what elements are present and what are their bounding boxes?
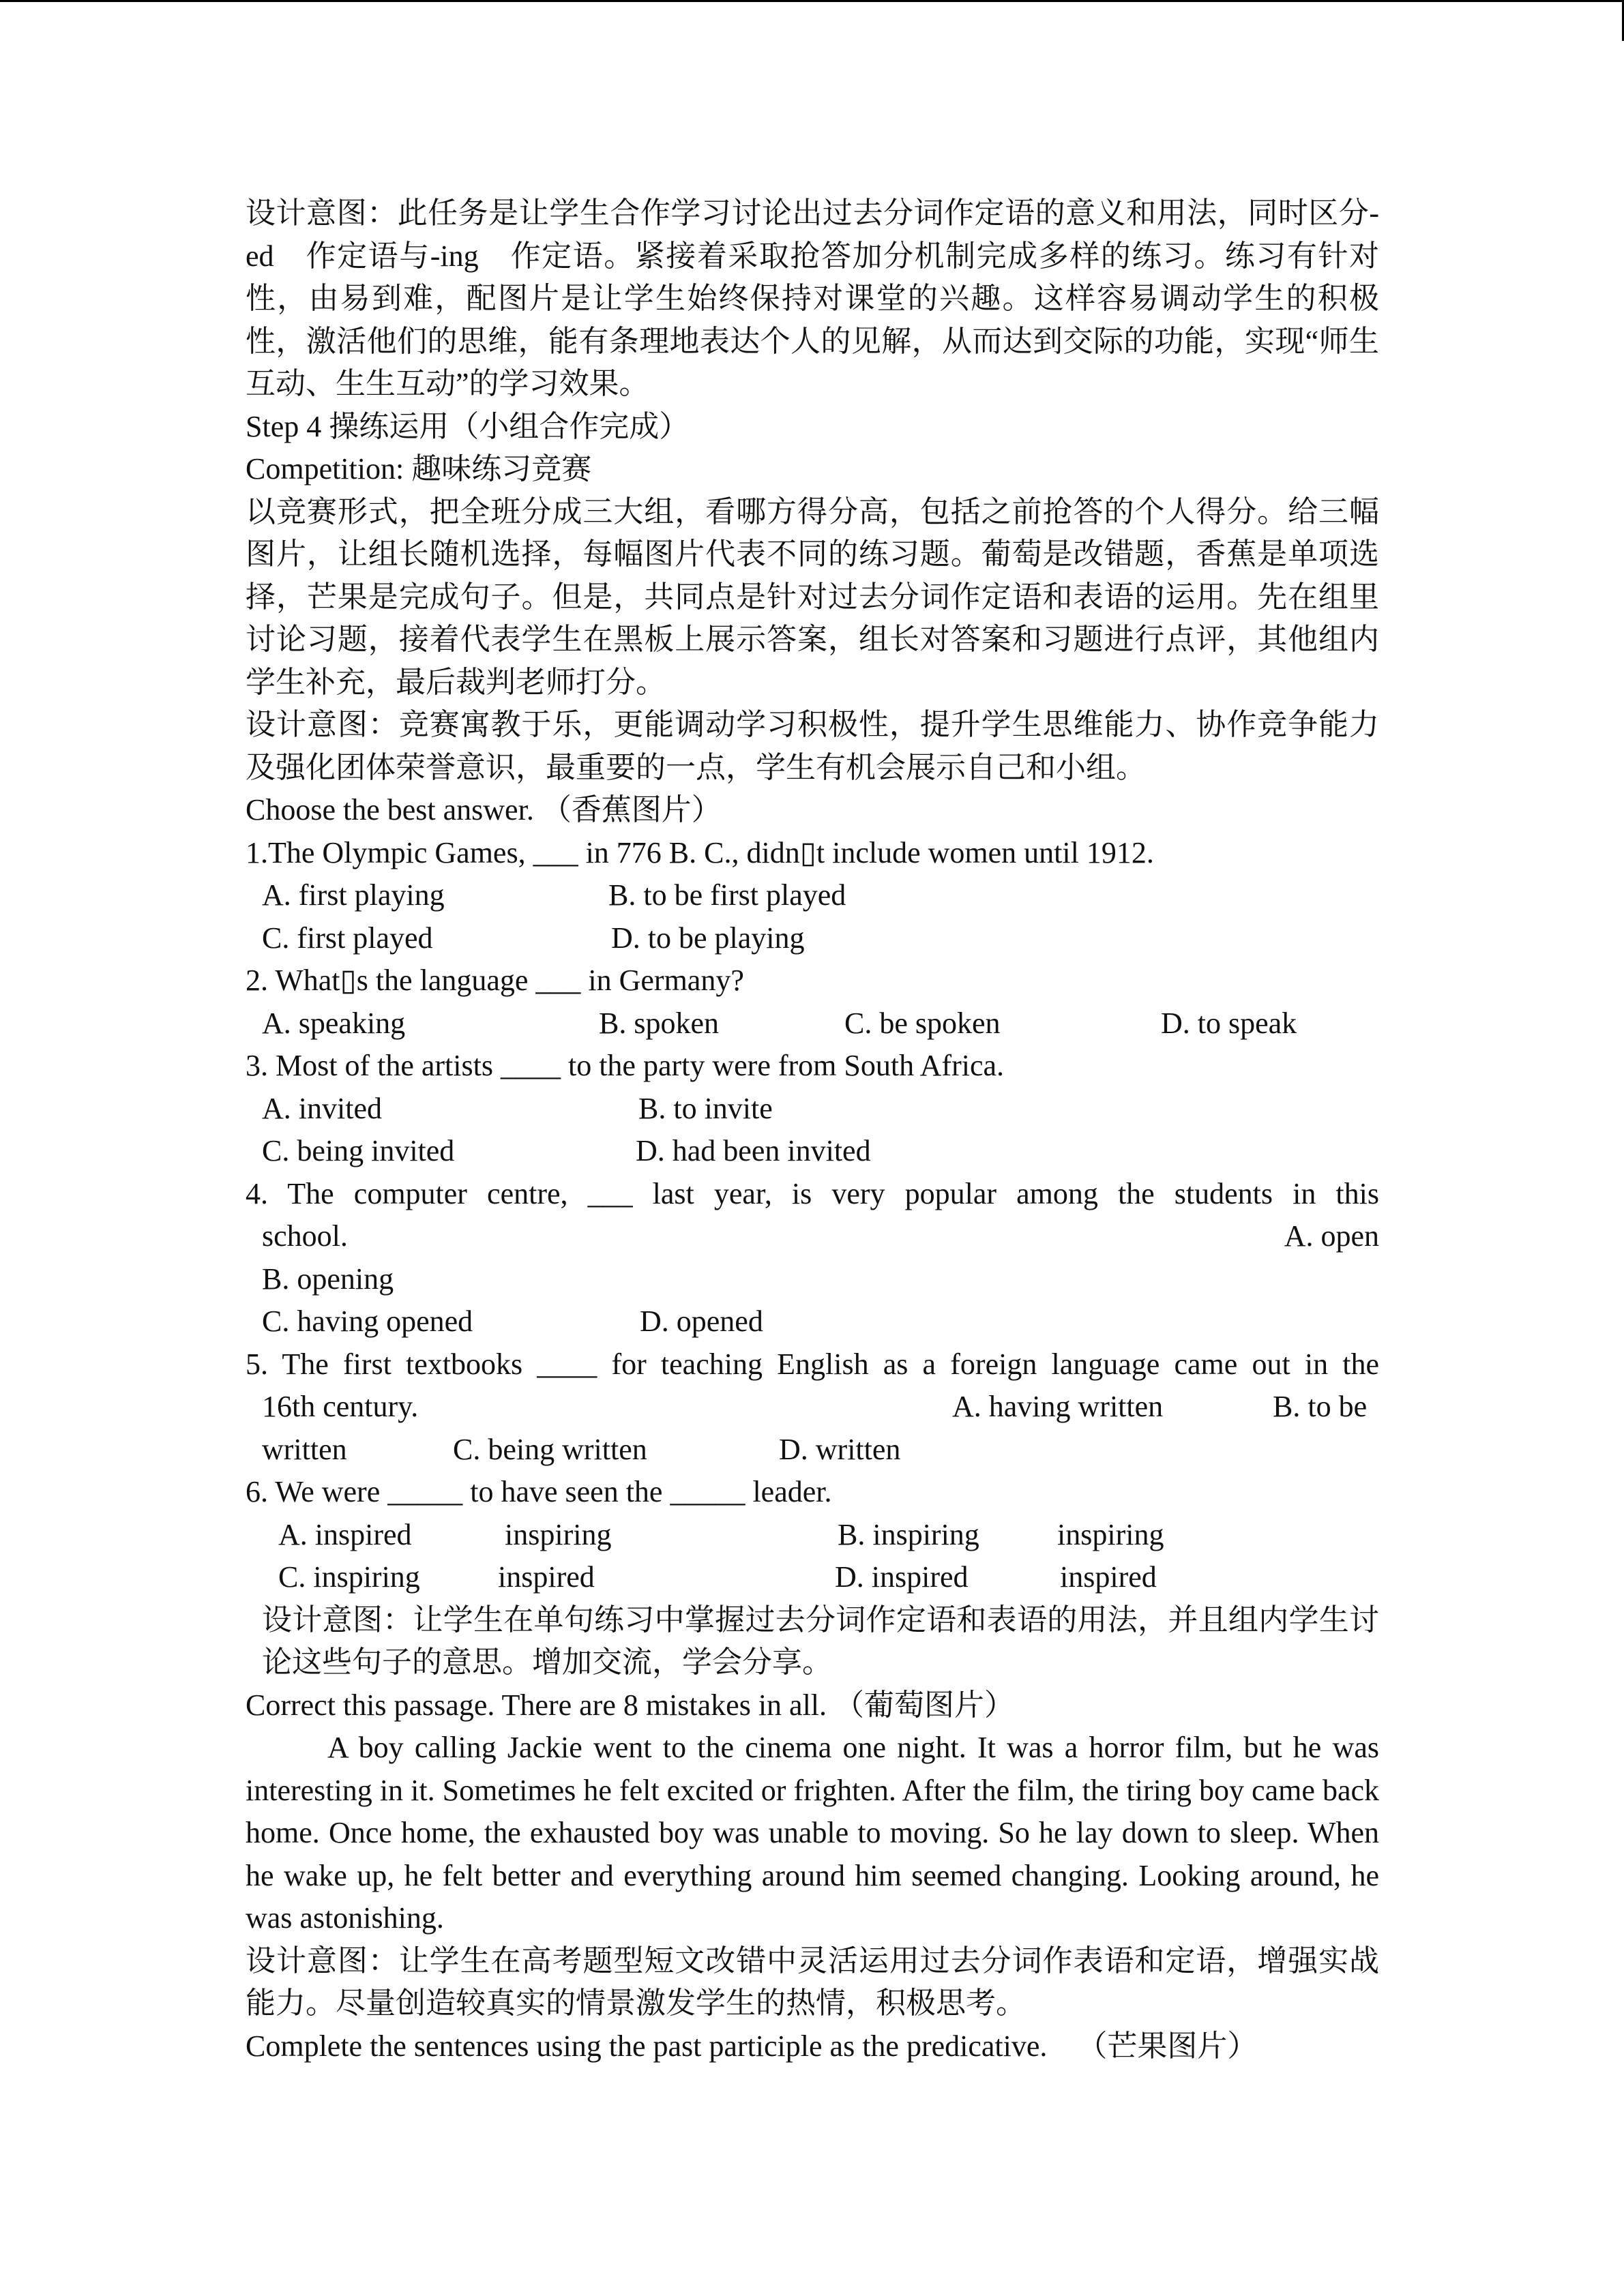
step4-heading: Step 4 操练运用（小组合作完成） — [246, 409, 690, 443]
question-4-options-row-1 — [246, 1258, 1379, 1301]
document-page — [246, 192, 1379, 2068]
correct-passage-heading: Correct this passage. There are 8 mistakes in all. （葡萄图片） — [246, 1688, 1015, 1722]
question-6-options-row-2 — [246, 1556, 1379, 1599]
design-intent-paragraph-1: 设计意图：此任务是让学生合作学习讨论出过去分词作定语的意义和用法，同时区分-ed 作定语与-ing 作定语。紧接着采取抢答加分机制完成多样的练习。练习有针对性，由易到难，配图片是让学生始终保持对课堂的兴趣。这样容易调动学生的积极性，激活他们的思维，能有条理地表达个人的见解，从而达到交际的功能，实现“师生互动、生生互动”的学习效果。 — [246, 196, 1379, 400]
question-1: 1.The Olympic Games, ___ in 776 B. C., didn▯t include women until 1912. — [246, 835, 1154, 869]
question-3: 3. Most of the artists ____ to the party were from South Africa. — [246, 1049, 1005, 1082]
q1-option-d: D. to be playing — [611, 921, 805, 955]
complete-sentences-heading: Complete the sentences using the past participle as the predicative. （芒果图片） — [246, 2029, 1258, 2063]
q5-option-d: D. written — [779, 1432, 901, 1466]
q2-option-d: D. to speak — [1161, 1006, 1297, 1040]
q6-option-a-word2: inspiring — [505, 1517, 612, 1551]
q4-option-a: A. open — [1284, 1219, 1379, 1253]
design-intent-paragraph-3: 设计意图：让学生在单句练习中掌握过去分词作定语和表语的用法，并且组内学生讨论这些句子的意思。增加交流，学会分享。 — [262, 1602, 1379, 1679]
competition-description: 以竞赛形式，把全班分成三大组，看哪方得分高，包括之前抢答的个人得分。给三幅图片，让组长随机选择，每幅图片代表不同的练习题。葡萄是改错题，香蕉是单项选择，芒果是完成句子。但是，共同点是针对过去分词作定语和表语的运用。先在组里讨论习题，接着代表学生在黑板上展示答案，组长对答案和习题进行点评，其他组内学生补充，最后裁判老师打分。 — [246, 494, 1379, 699]
question-4-options-row-2 — [246, 1300, 1379, 1343]
q5-option-b-part2: written — [262, 1432, 347, 1466]
q6-option-c-word2: inspired — [498, 1560, 595, 1594]
competition-heading: Competition: 趣味练习竞赛 — [246, 452, 592, 486]
q2-option-c: C. be spoken — [844, 1006, 1001, 1040]
q3-option-c: C. being invited — [262, 1134, 455, 1167]
q4-option-c: C. having opened — [262, 1304, 473, 1338]
q5-option-b-part1: B. to be — [1273, 1390, 1368, 1423]
q4-option-b: B. opening — [262, 1262, 394, 1296]
q6-option-b-word2: inspiring — [1057, 1517, 1164, 1551]
question-5-line-2 — [246, 1386, 1379, 1429]
question-4: 4. The computer centre, ___ last year, is very popular among the students in this — [246, 1176, 1379, 1210]
question-2-options-row — [246, 1002, 1379, 1045]
q6-option-b-word1: B. inspiring — [838, 1517, 979, 1551]
q1-option-c: C. first played — [262, 921, 433, 955]
question-5: 5. The first textbooks ____ for teaching English as a foreign language came out in the — [246, 1347, 1379, 1381]
top-border-line — [0, 0, 1624, 2]
q6-option-d-word1: D. inspired — [835, 1560, 969, 1594]
error-correction-passage: A boy calling Jackie went to the cinema one night. It was a horror film, but he was interesting in it. Sometimes he felt excited or frighten. After the film, the tiring boy came back home. Once home, the exhausted boy was unable to moving. So he lay down to sleep. When he wake up, he felt better and everything around him seemed changing. Looking around, he was astonishing. — [246, 1731, 1379, 1935]
q6-option-a-word1: A. inspired — [278, 1517, 412, 1551]
q3-option-d: D. had been invited — [636, 1134, 871, 1167]
design-intent-paragraph-2: 设计意图：竞赛寓教于乐，更能调动学习积极性，提升学生思维能力、协作竞争能力及强化团体荣誉意识，最重要的一点，学生有机会展示自己和小组。 — [246, 708, 1379, 784]
q6-option-c-word1: C. inspiring — [278, 1560, 420, 1594]
question-4-line-2 — [246, 1215, 1379, 1258]
question-1-options-row-2 — [246, 917, 1379, 960]
q5-option-c: C. being written — [453, 1432, 647, 1466]
q5-text-century: 16th century. — [262, 1390, 419, 1423]
q4-option-d: D. opened — [640, 1304, 763, 1338]
q5-option-a: A. having written — [952, 1390, 1164, 1423]
question-6: 6. We were _____ to have seen the _____ leader. — [246, 1475, 832, 1508]
q6-option-d-word2: inspired — [1060, 1560, 1157, 1594]
design-intent-paragraph-4: 设计意图：让学生在高考题型短文改错中灵活运用过去分词作表语和定语，增强实战能力。尽量创造较真实的情景激发学生的热情，积极思考。 — [246, 1943, 1379, 2020]
question-2: 2. What▯s the language ___ in Germany? — [246, 964, 744, 997]
question-1-options-row-1 — [246, 874, 1379, 917]
q1-option-b: B. to be first played — [608, 878, 846, 912]
question-3-options-row-2 — [246, 1130, 1379, 1173]
q2-option-b: B. spoken — [599, 1006, 719, 1040]
q3-option-b: B. to invite — [638, 1091, 773, 1125]
q3-option-a: A. invited — [262, 1091, 382, 1125]
q2-option-a: A. speaking — [262, 1006, 406, 1040]
q4-text-school: school. — [262, 1219, 348, 1253]
question-6-options-row-1 — [246, 1514, 1379, 1557]
q1-option-a: A. first playing — [262, 878, 445, 912]
question-3-options-row-1 — [246, 1088, 1379, 1131]
question-5-line-3 — [246, 1429, 1379, 1472]
choose-best-answer-heading: Choose the best answer. （香蕉图片） — [246, 793, 722, 826]
